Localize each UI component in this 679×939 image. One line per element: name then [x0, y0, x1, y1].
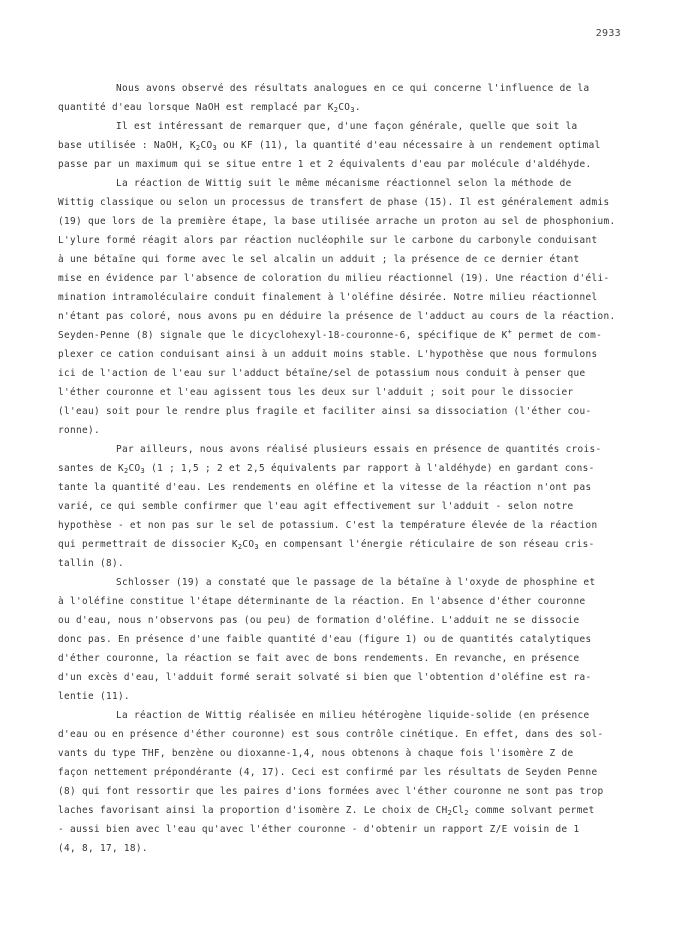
text-line: laches favorisant ainsi la proportion d'isomère Z. Le choix de $CH_2Cl_2$ comme solvant permet — [58, 805, 595, 817]
text-line: qui permettrait de dissocier $K_2CO_3$ en compensant l'énergie réticulaire de son réseau cris- — [58, 539, 595, 551]
text-line: lentie (11). — [58, 691, 130, 702]
text-line: Il est intéressant de remarquer que, d'une façon générale, quelle que soit la — [116, 121, 578, 132]
text-line: mise en évidence par l'absence de coloration du milieu réactionnel (19). Une réaction d'éli- — [58, 273, 610, 284]
text-line: à l'oléfine constitue l'étape déterminante de la réaction. En l'absence d'éther couronne — [58, 596, 586, 607]
text-line: façon nettement prépondérante (4, 17). Ceci est confirmé par les résultats de Seyden Penne — [58, 767, 598, 778]
text-line: ronne). — [58, 425, 100, 436]
text-line: (4, 8, 17, 18). — [58, 843, 148, 854]
text-line: ou d'eau, nous n'observons pas (ou peu) de formation d'oléfine. L'adduit ne se dissocie — [58, 615, 580, 626]
text-line: (19) que lors de la première étape, la base utilisée arrache un proton au sel de phosphonium. — [58, 216, 616, 227]
text-line: hypothèse - et non pas sur le sel de potassium. C'est la température élevée de la réaction — [58, 520, 598, 531]
text-line: (8) qui font ressortir que les paires d'ions formées avec l'éther couronne ne sont pas trop — [58, 786, 604, 797]
text-line: Par ailleurs, nous avons réalisé plusieurs essais en présence de quantités crois- — [116, 444, 602, 455]
text-line: L'ylure formé réagit alors par réaction nucléophile sur le carbone du carbonyle conduisant — [58, 235, 598, 246]
text-line: Nous avons observé des résultats analogues en ce qui concerne l'influence de la — [116, 83, 590, 94]
text-line: Wittig classique ou selon un processus de transfert de phase (15). Il est généralement admis — [58, 197, 610, 208]
text-line: La réaction de Wittig réalisée en milieu hétérogène liquide-solide (en présence — [116, 710, 590, 721]
text-line: d'eau ou en présence d'éther couronne) est sous contrôle cinétique. En effet, dans des sol- — [58, 729, 604, 740]
text-line: tallin (8). — [58, 558, 124, 569]
text-line: Schlosser (19) a constaté que le passage de la bétaïne à l'oxyde de phosphine et — [116, 577, 596, 588]
text-line: mination intramoléculaire conduit finalement à l'oléfine désirée. Notre milieu réactionnel — [58, 292, 598, 303]
text-line: passe par un maximum qui se situe entre 1 et 2 équivalents d'eau par molécule d'aldéhyde. — [58, 159, 592, 170]
text-line: quantité d'eau lorsque NaOH est remplacé par $K_2CO_3$. — [58, 102, 361, 114]
text-line: d'un excès d'eau, l'adduit formé serait solvaté si bien que l'obtention d'oléfine est ra- — [58, 672, 592, 683]
text-line: - aussi bien avec l'eau qu'avec l'éther couronne - d'obtenir un rapport Z/E voisin de 1 — [58, 824, 580, 835]
text-line: n'étant pas coloré, nous avons pu en déduire la présence de l'adduct au cours de la réaction. — [58, 311, 616, 322]
text-line: Seyden-Penne (8) signale que le dicyclohexyl-18-couronne-6, spécifique de K+ permet de com- — [58, 328, 603, 341]
text-line: ici de l'action de l'eau sur l'adduct bétaïne/sel de potassium nous conduit à penser que — [58, 368, 586, 379]
text-line: l'éther couronne et l'eau agissent tous les deux sur l'adduit ; soit pour le dissocier — [58, 387, 574, 398]
text-line: santes de $K_2CO_3$ (1 ; 1,5 ; 2 et 2,5 équivalents par rapport à l'aldéhyde) en gardant cons- — [58, 463, 595, 475]
text-line: à une bétaïne qui forme avec le sel alcalin un adduit ; la présence de ce dernier étant — [58, 254, 580, 265]
text-line: d'éther couronne, la réaction se fait avec de bons rendements. En revanche, en présence — [58, 653, 580, 664]
text-line: varié, ce qui semble confirmer que l'eau agit effectivement sur l'adduit - selon notre — [58, 501, 574, 512]
text-line: plexer ce cation conduisant ainsi à un adduit moins stable. L'hypothèse que nous formulons — [58, 349, 598, 360]
page-number: 2933 — [595, 28, 621, 39]
text-line: (l'eau) soit pour le rendre plus fragile et faciliter ainsi sa dissociation (l'éther cou- — [58, 406, 592, 417]
text-line: base utilisée : NaOH, $K_2CO_3$ ou KF (11), la quantité d'eau nécessaire à un rendement optimal — [58, 140, 601, 152]
text-line: tante la quantité d'eau. Les rendements en oléfine et la vitesse de la réaction n'ont pas — [58, 482, 592, 493]
text-line: donc pas. En présence d'une faible quantité d'eau (figure 1) ou de quantités catalytiques — [58, 634, 592, 645]
text-line: La réaction de Wittig suit le même mécanisme réactionnel selon la méthode de — [116, 178, 572, 189]
text-line: vants du type THF, benzène ou dioxanne-1,4, nous obtenons à chaque fois l'isomère Z de — [58, 748, 574, 759]
